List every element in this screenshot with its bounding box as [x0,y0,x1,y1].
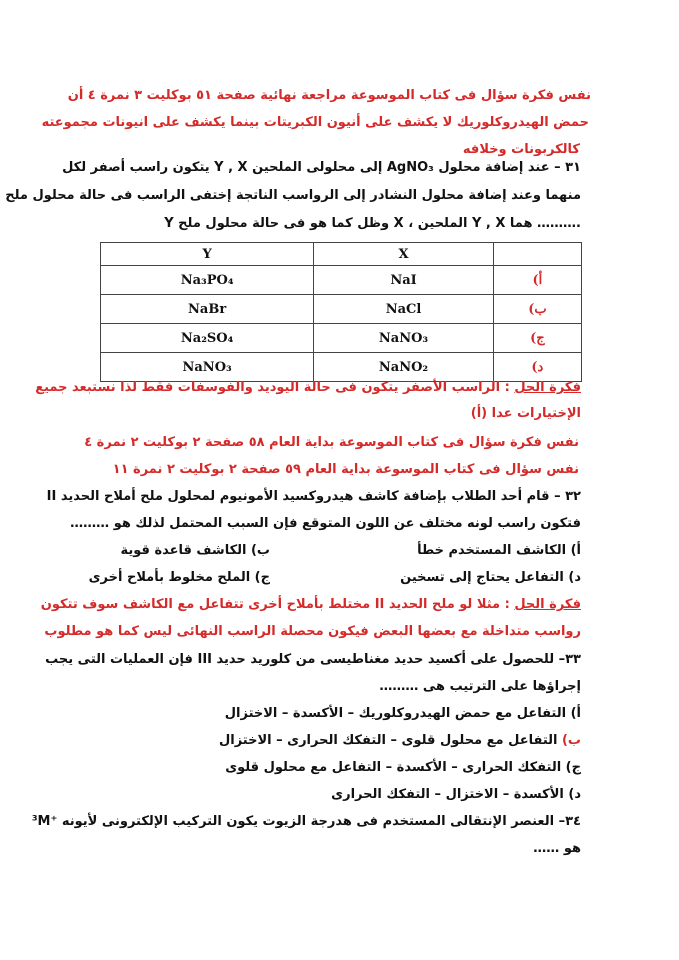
choice-y-value: NaBr [101,295,314,324]
question-32-line-2: فتكون راسب لونه مختلف عن اللون المتوقع فإن السبب المحتمل لذلك هو ……… [70,516,581,531]
question-34-line-1: ٣٤– العنصر الإنتقالى المستخدم فى هدرجة الزيوت يكون التركيب الإلكترونى لأيونه ⁺³M [31,814,581,829]
solution-text: : مثلا لو ملح الحديد II مختلط بأملاح أخرى تتفاعل مع الكاشف سوف تتكون [40,597,515,612]
solution-32-line-1 [41,595,581,615]
table-row [101,295,582,324]
option-32-c: ج) الملح مخلوط بأملاح أخرى [88,570,270,585]
option-33-b-text: التفاعل مع محلول قلوى – التفكك الحرارى – الاختزال [218,733,562,748]
question-31-line-1: ٣١ – عند إضافة محلول AgNO₃ إلى محلولى الملحين Y , X يتكون راسب أصفر لكل [62,160,581,175]
option-32-d: د) التفاعل يحتاج إلى تسخين [400,570,581,585]
reference-58: نفس فكرة سؤال فى كتاب الموسوعة بداية العام ٥٨ صفحة ٢ بوكليت ٢ نمرة ٤ [84,435,579,450]
solution-label: فكرة الحل [514,380,581,395]
reference-note-line-3: كالكربونات وخلافه [462,142,580,157]
header-y: Y [101,243,314,266]
option-33-d: د) الأكسدة – الاختزال – التفكك الحرارى [331,787,581,802]
reference-note-line-1: نفس فكرة سؤال فى كتاب الموسوعة مراجعة نهائية صفحة ٥١ بوكليت ٣ نمرة ٤ أن [67,88,591,103]
choice-x-value: NaI [314,266,494,295]
table-row [101,266,582,295]
question-31-line-3: Y وظل كما هو فى حالة محلول ملح X ، الملحين Y , X هما ………. [164,216,581,231]
option-33-b-label: ب) [561,733,581,748]
question-31-choices-table [100,242,582,382]
option-33-a: أ) التفاعل مع حمض الهيدروكلوريك – الأكسدة – الاختزال [224,706,581,721]
question-31-line-2: منهما وعند إضافة محلول النشادر إلى الرواسب الناتجة إختفى الراسب فى حالة محلول ملح [5,188,581,203]
option-33-b [219,731,581,751]
choice-x-value: NaCl [314,295,494,324]
option-32-a: أ) الكاشف المستخدم خطأ [417,543,581,558]
question-33-line-1: ٣٣– للحصول على أكسيد حديد مغناطيسى من كلوريد حديد III فإن العمليات التى يجب [45,652,581,667]
choice-y-value: Na₃PO₄ [101,266,314,295]
choice-label: ب) [493,295,581,324]
header-label-cell [493,243,581,266]
question-34-line-2: هو …… [533,841,581,856]
question-33-line-2: إجراؤها على الترتيب هى ……… [379,679,581,694]
question-32-line-1: ٣٢ – قام أحد الطلاب بإضافة كاشف هيدروكسيد الأمونيوم لمحلول ملح أملاح الحديد II [46,489,581,504]
choice-x-value: NaNO₂ [314,353,494,382]
solution-31-line-1 [35,378,581,398]
choice-x-value: NaNO₃ [314,324,494,353]
reference-59: نفس سؤال فى كتاب الموسوعة بداية العام ٥٩ صفحة ٢ بوكليت ٢ نمرة ١١ [112,462,579,477]
choice-label: ج) [493,324,581,353]
choice-y-value: Na₂SO₄ [101,324,314,353]
choice-y-value: NaNO₃ [101,353,314,382]
solution-label: فكرة الحل [514,597,581,612]
option-32-b: ب) الكاشف قاعدة قوية [120,543,270,558]
choice-label: د) [493,353,581,382]
choice-label: أ) [493,266,581,295]
option-33-c: ج) التفكك الحرارى – الأكسدة – التفاعل مع محلول قلوى [225,760,581,775]
solution-32-line-2: رواسب متداخلة مع بعضها البعض فيكون محصلة الراسب النهائى ليس كما هو مطلوب [44,624,581,639]
reference-note-line-2: حمض الهيدروكلوريك لا يكشف على أنيون الكبريتات بينما يكشف على انيونات مجموعته [41,115,589,130]
solution-31-line-2: الإختيارات عدا (أ) [470,406,581,421]
header-x: X [314,243,494,266]
table-row [101,324,582,353]
table-header-row [101,243,582,266]
solution-text: : الراسب الأصفر يتكون فى حالة اليوديد والفوسفات فقط لذا نستبعد جميع [35,380,515,395]
